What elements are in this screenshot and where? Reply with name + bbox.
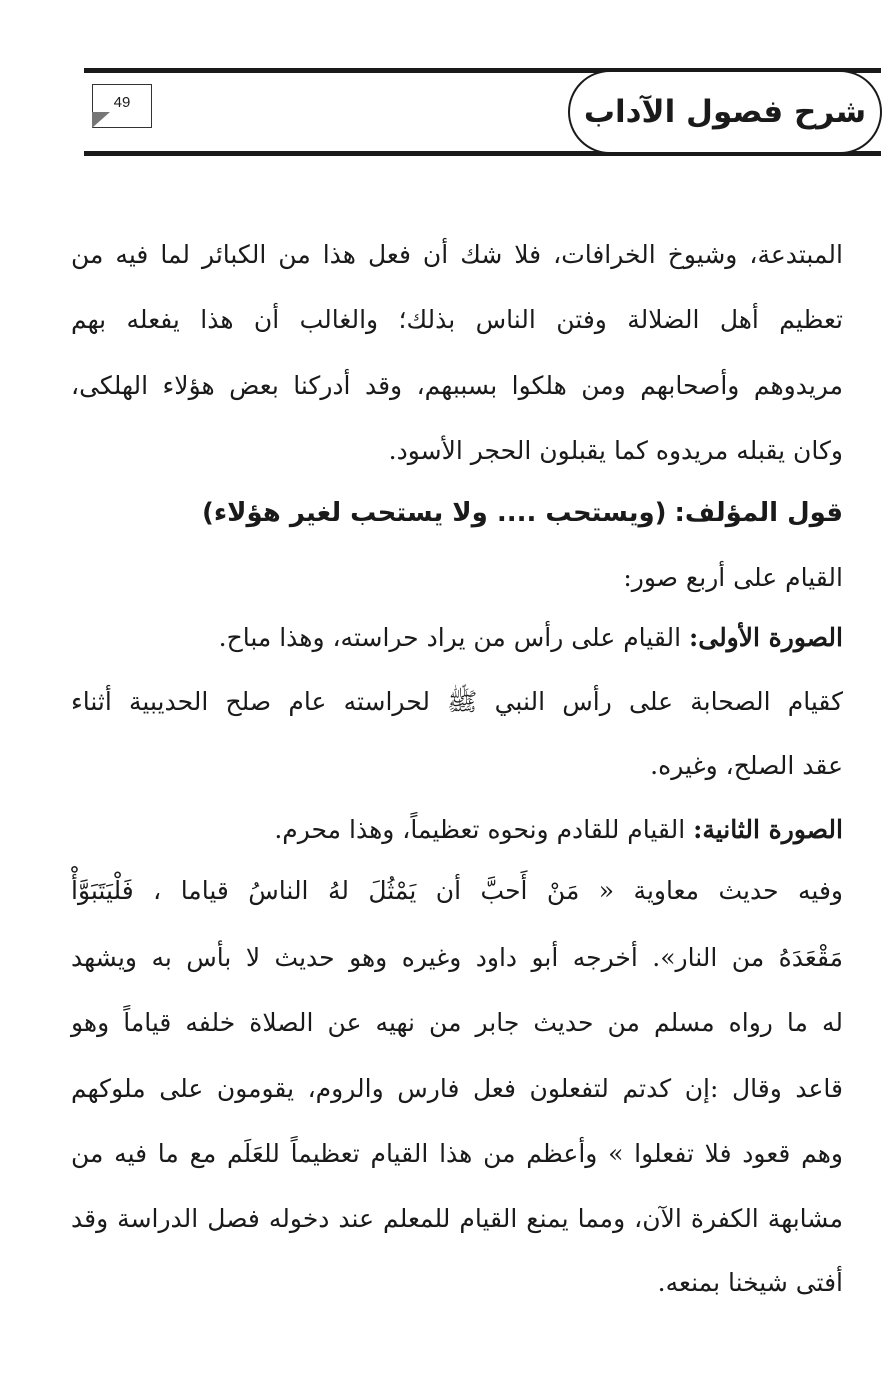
author-heading <box>71 494 843 532</box>
body-line-2: تعظيم أهل الضلالة وفتن الناس بذلك؛ والغالب أن هذا يفعله بهم <box>71 305 843 334</box>
form-2-label: الصورة الثانية: <box>693 815 843 844</box>
form-1-label: الصورة الأولى: <box>689 623 843 652</box>
author-heading-quote: (ويستحب .... ولا يستحب لغير هؤلاء) <box>201 498 667 528</box>
body-line-17: أفتى شيخنا بمنعه. <box>657 1268 843 1297</box>
form-1-text: القيام على رأس من يراد حراسته، وهذا مباح. <box>218 623 682 652</box>
body-line-9: عقد الصلح، وغيره. <box>650 751 843 780</box>
body-line-forms-intro: القيام على أربع صور: <box>623 563 843 592</box>
body-line-16: مشابهة الكفرة الآن، ومما يمنع القيام للمعلم عند دخوله فصل الدراسة وقد <box>71 1204 843 1233</box>
body-line-12: مَقْعَدَهُ من النار». أخرجه أبو داود وغيره وهو حديث لا بأس به ويشهد <box>71 943 843 972</box>
page-curl-icon <box>92 112 110 128</box>
body-line-14: قاعد وقال :إن كدتم لتفعلون فعل فارس والروم، يقومون على ملوكهم <box>71 1074 843 1103</box>
form-2 <box>71 811 843 849</box>
form-1 <box>71 619 843 657</box>
form-2-text: القيام للقادم ونحوه تعظيماً، وهذا محرم. <box>274 815 686 844</box>
body-line-8: كقيام الصحابة على رأس النبي ﷺ لحراسته عام صلح الحديبية أثناء <box>71 687 843 716</box>
body-line-1: المبتدعة، وشيوخ الخرافات، فلا شك أن فعل هذا من الكبائر لما فيه من <box>71 240 843 269</box>
body-line-4: وكان يقبله مريدوه كما يقبلون الحجر الأسود. <box>388 436 843 465</box>
body-line-15: وهم قعود فلا تفعلوا » وأعظم من هذا القيام تعظيماً للعَلَم مع ما فيه من <box>71 1139 843 1168</box>
body-line-13: له ما رواه مسلم من حديث جابر من نهيه عن الصلاة خلفه قياماً وهو <box>71 1008 843 1037</box>
author-heading-label: قول المؤلف: <box>674 498 843 528</box>
page-number: 49 <box>92 84 152 128</box>
body-line-11: وفيه حديث معاوية « مَنْ أَحبَّ أن يَمْثُلَ لهُ الناسُ قياما ، فَلْيَتَبَوَّأْ <box>71 876 843 905</box>
book-title: شرح فصول الآداب <box>583 94 867 130</box>
body-line-3: مريدوهم وأصحابهم ومن هلكوا بسببهم، وقد أدركنا بعض هؤلاء الهلكى، <box>71 371 843 400</box>
